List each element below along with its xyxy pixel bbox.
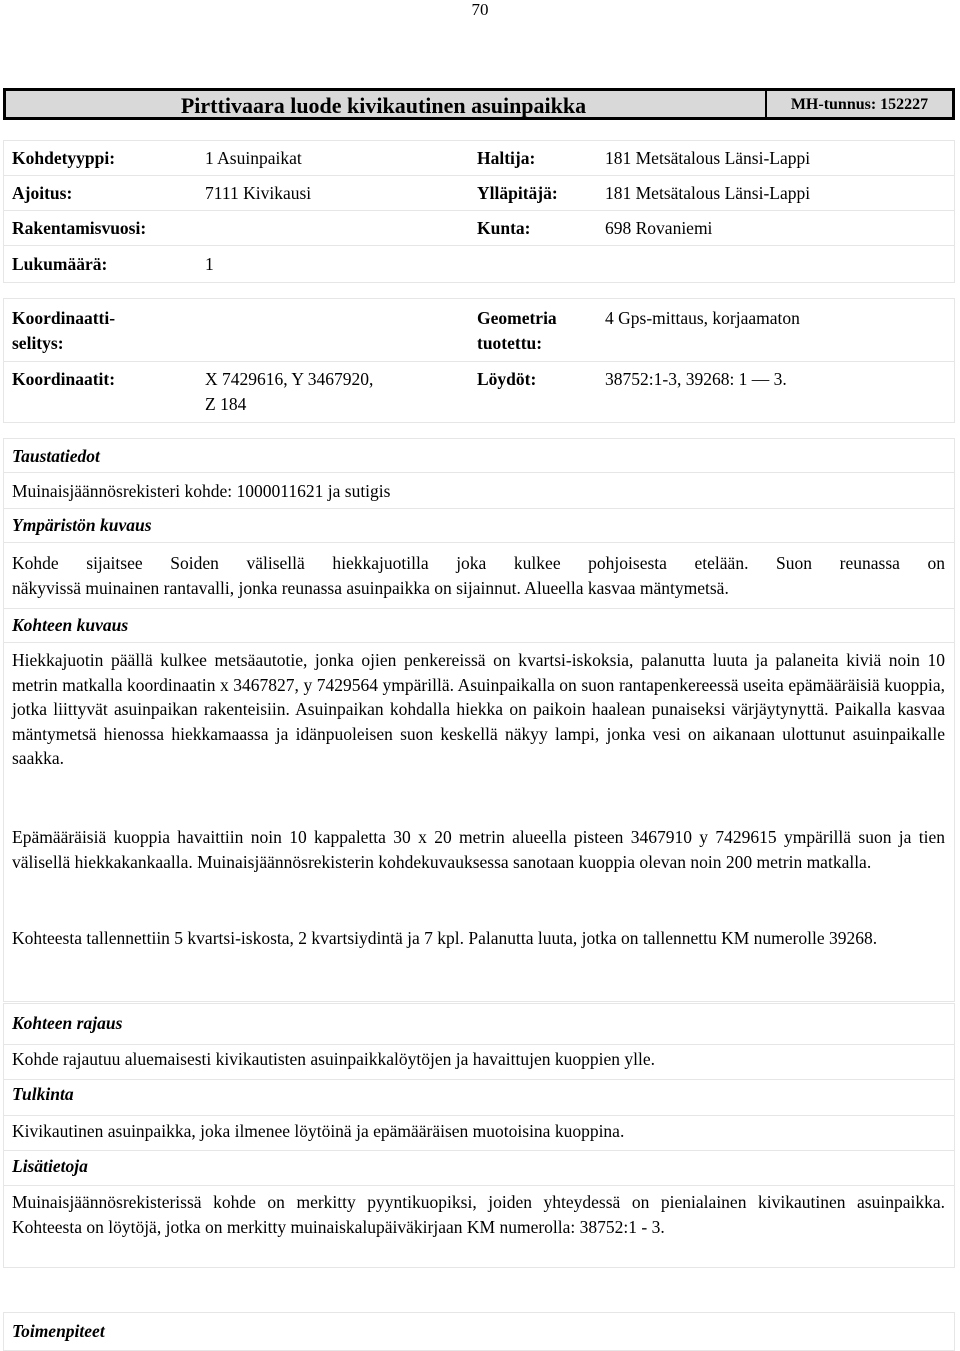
- taustatiedot-heading: Taustatiedot: [12, 446, 100, 466]
- lisatietoja-text: Muinaisjäännösrekisterissä kohde on merkitty pyyntikuopiksi, joiden yhteydessä on pienialainen kivikautinen asuinpaikka. Kohteesta on löytöjä, jotka on merkitty muinaiskalupäiväkirjaan KM numerolla: 38752:1 - 3.: [12, 1192, 945, 1237]
- row-divider: [3, 210, 955, 211]
- geometria-label-2: tuotettu:: [477, 333, 543, 353]
- row-divider: [3, 642, 955, 643]
- toimenpiteet-box: [3, 1312, 955, 1351]
- geometria-label: Geometria: [477, 308, 557, 328]
- rajaus-text: Kohde rajautuu aluemaisesti kivikautisten asuinpaikkalöytöjen ja havaittujen kuoppien ylle.: [12, 1049, 655, 1069]
- page-title: Pirttivaara luode kivikautinen asuinpaikka: [180, 93, 587, 118]
- row-divider: [3, 542, 955, 543]
- row-divider: [3, 1079, 955, 1080]
- ymparisto-text-line-1: Kohde sijaitsee Soiden välisellä hiekkajuotilla joka kulkee pohjoisesta etelään. Suon reunassa on: [12, 553, 945, 573]
- mh-tunnus-box: MH-tunnus: 152227: [765, 91, 952, 117]
- kohde-paragraph-2: Epämääräisiä kuoppia havaittiin noin 10 kappaletta 30 x 20 metrin alueella pisteen 3467910 y 7429615 ympärillä suon ja tien välisellä hiekkakankaalla. Muinaisjäännösrekisterin kohdekuvauksessa sanotaan kuoppia olevan noin 200 metrin matkalla.: [12, 827, 945, 872]
- tulkinta-heading: Tulkinta: [12, 1084, 74, 1104]
- kohde-heading: Kohteen kuvaus: [12, 615, 129, 635]
- kohdetyyppi-label: Kohdetyyppi:: [12, 148, 116, 168]
- koordinaatit-label: Koordinaatit:: [12, 369, 116, 389]
- koordinaatit-value: X 7429616, Y 3467920,: [205, 369, 374, 389]
- lukumaara-label: Lukumäärä:: [12, 254, 108, 274]
- row-divider: [3, 361, 955, 362]
- kohde-paragraph-3: Kohteesta tallennettiin 5 kvartsi-iskosta, 2 kvartsiydintä ja 7 kpl. Palanutta luuta, jotka on tallennettu KM numerolle 39268.: [12, 928, 878, 948]
- kunta-label: Kunta:: [477, 218, 531, 238]
- tulkinta-text: Kivikautinen asuinpaikka, joka ilmenee löytöinä ja epämääräisen muotoisina kuoppina.: [12, 1121, 625, 1141]
- row-divider: [3, 245, 955, 246]
- rajaus-heading: Kohteen rajaus: [12, 1013, 123, 1033]
- loydot-value: 38752:1-3, 39268: 1 — 3.: [605, 369, 787, 389]
- taustatiedot-text: Muinaisjäännösrekisteri kohde: 1000011621 ja sutigis: [12, 481, 391, 501]
- row-divider: [3, 175, 955, 176]
- title-bar: [3, 88, 955, 120]
- page-number: 70: [471, 0, 489, 19]
- ajoitus-value: 7111 Kivikausi: [205, 183, 312, 203]
- ajoitus-label: Ajoitus:: [12, 183, 73, 203]
- row-divider: [3, 472, 955, 473]
- row-divider: [3, 1115, 955, 1116]
- row-divider: [3, 1150, 955, 1151]
- ymparisto-heading: Ympäristön kuvaus: [12, 515, 152, 535]
- row-divider: [3, 1044, 955, 1045]
- rakentamisvuosi-label: Rakentamisvuosi:: [12, 218, 147, 238]
- lisatietoja-heading: Lisätietoja: [12, 1156, 88, 1176]
- loydot-label: Löydöt:: [477, 369, 537, 389]
- lukumaara-value: 1: [205, 254, 214, 274]
- koordinaatit-value-2: Z 184: [205, 394, 247, 414]
- kohdetyyppi-value: 1 Asuinpaikat: [205, 148, 302, 168]
- geometria-value: 4 Gps-mittaus, korjaamaton: [605, 308, 800, 328]
- ymparisto-text-line-2: näkyvissä muinainen rantavalli, jonka reunassa asuinpaikka on sijainnut. Alueella kasvaa mäntymetsä.: [12, 578, 729, 598]
- row-divider: [3, 508, 955, 509]
- haltija-value: 181 Metsätalous Länsi-Lappi: [605, 148, 811, 168]
- toimenpiteet-heading: Toimenpiteet: [12, 1321, 105, 1341]
- yllapitaja-label: Ylläpitäjä:: [477, 183, 558, 203]
- kunta-value: 698 Rovaniemi: [605, 218, 713, 238]
- row-divider: [3, 1185, 955, 1186]
- row-divider: [3, 608, 955, 609]
- koordinaattiselitys-label-2: selitys:: [12, 333, 64, 353]
- koordinaattiselitys-label: Koordinaatti-: [12, 308, 116, 328]
- kohde-paragraph-1: Hiekkajuotin päällä kulkee metsäautotie, jonka ojien penkereissä on kvartsi-iskoksia, palanutta luuta ja palaneita kiviä noin 10 metrin matkalla koordinaatin x 3467827, y 7429564 ympärillä. Asuinpaikalla on suon rantapenkereessä useita epämääräisiä kuoppia, jotka liittyvät asuinpaikan rakenteisiin. Asuinpaikan kohdalla hiekka on paikoin haalean punaiseksi värjäytynyttä. Paikalla kasvaa mäntymetsä hienossa hiekkamaassa ja idänpuoleisen suon keskellä näkyy lampi, jonka vesi on aikanaan ulottunut asuinpaikalle saakka.: [12, 650, 945, 768]
- haltija-label: Haltija:: [477, 148, 536, 168]
- yllapitaja-value: 181 Metsätalous Länsi-Lappi: [605, 183, 811, 203]
